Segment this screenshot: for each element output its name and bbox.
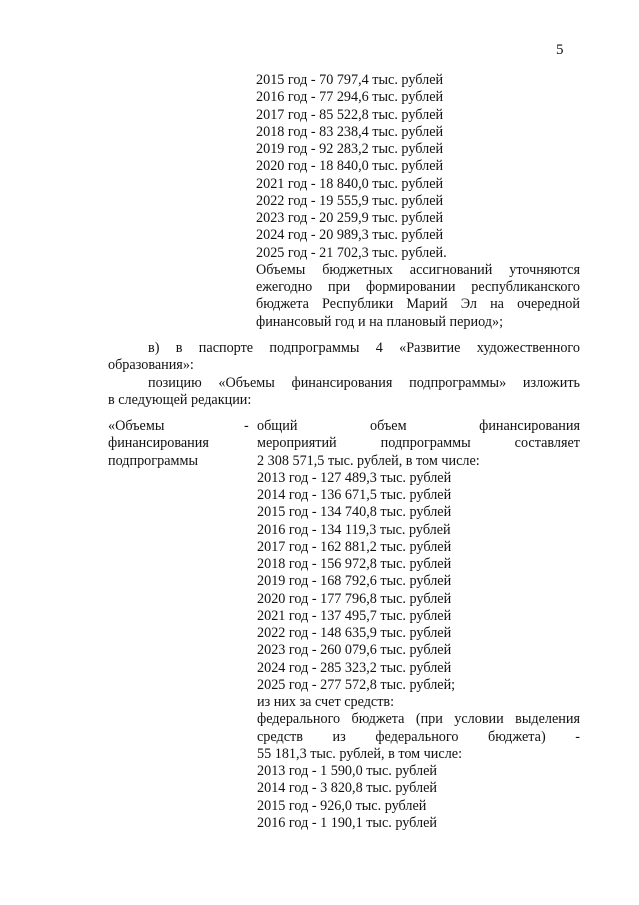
section-v-line: образования»: [108,357,194,374]
table-right-line: 55 181,3 тыс. рублей, в том числе: [257,745,463,762]
table-right-line: общий объем финансирования [257,418,580,434]
page-number: 5 [556,42,564,58]
year-line: 2016 год - 77 294,6 тыс. рублей [256,89,444,106]
table-right-line: 2023 год - 260 079,6 тыс. рублей [257,642,452,659]
year-line: 2023 год - 20 259,9 тыс. рублей [256,210,444,226]
table-right-line: мероприятий подпрограммы составляет [257,435,580,452]
table-right-line: 2014 год - 136 671,5 тыс. рублей [257,487,452,503]
table-right-line: 2015 год - 926,0 тыс. рублей [257,797,427,814]
table-right-line: 2022 год - 148 635,9 тыс. рублей [257,625,452,641]
table-right-column [257,418,580,832]
table-left-line: подпрограммы [108,452,198,469]
year-line: 2019 год - 92 283,2 тыс. рублей [256,141,444,157]
table-right-line: 2021 год - 137 495,7 тыс. рублей [257,607,452,624]
year-line: 2025 год - 21 702,3 тыс. рублей. [256,244,447,261]
table-right-line: 2013 год - 127 489,3 тыс. рублей [257,469,452,486]
section-v-line: позицию «Объемы финансирования подпрограммы» изложить [148,374,580,391]
table-right-line: 2015 год - 134 740,8 тыс. рублей [257,504,452,521]
year-line: 2021 год - 18 840,0 тыс. рублей [256,175,444,192]
section-v-line: в следующей редакции: [108,391,252,408]
table-right-line: из них за счет средств: [257,694,395,710]
note-line: бюджета Республики Марий Эл на очередной [256,296,580,313]
table-left-line: «Объемы [108,418,165,434]
year-line: 2018 год - 83 238,4 тыс. рублей [256,123,444,140]
year-line: 2020 год - 18 840,0 тыс. рублей [256,158,444,175]
table-right-line: 2017 год - 162 881,2 тыс. рублей [257,538,452,555]
year-line: 2022 год - 19 555,9 тыс. рублей [256,192,444,209]
note-line: Объемы бюджетных ассигнований уточняются [256,261,580,278]
table-right-line: 2025 год - 277 572,8 тыс. рублей; [257,676,456,693]
table-right-line: средств из федерального бюджета) - [257,728,580,745]
table-right-line: 2020 год - 177 796,8 тыс. рублей [257,590,452,607]
table-left-column [108,418,248,470]
table-right-line: 2019 год - 168 792,6 тыс. рублей [257,573,452,590]
year-line: 2017 год - 85 522,8 тыс. рублей [256,106,444,123]
table-right-line: федерального бюджета (при условии выделения [257,711,580,728]
table-right-line: 2016 год - 134 119,3 тыс. рублей [257,521,451,538]
note-line: ежегодно при формировании республиканского [256,279,580,295]
year-line: 2024 год - 20 989,3 тыс. рублей [256,227,444,244]
year-line: 2015 год - 70 797,4 тыс. рублей [256,72,444,88]
note-line: финансовый год и на плановый период»; [256,313,504,330]
section-v-line: в) в паспорте подпрограммы 4 «Развитие художественного [148,340,580,356]
table-right-line: 2024 год - 285 323,2 тыс. рублей [257,659,452,676]
table-dash: - [244,418,249,434]
table-right-line: 2 308 571,5 тыс. рублей, в том числе: [257,452,480,469]
table-left-line: финансирования [108,435,209,452]
top-year-list [256,72,580,331]
table-right-line: 2016 год - 1 190,1 тыс. рублей [257,814,437,831]
table-right-line: 2014 год - 3 820,8 тыс. рублей [257,780,437,797]
section-v [108,340,580,409]
table-right-line: 2013 год - 1 590,0 тыс. рублей [257,763,437,779]
table-right-line: 2018 год - 156 972,8 тыс. рублей [257,556,452,572]
